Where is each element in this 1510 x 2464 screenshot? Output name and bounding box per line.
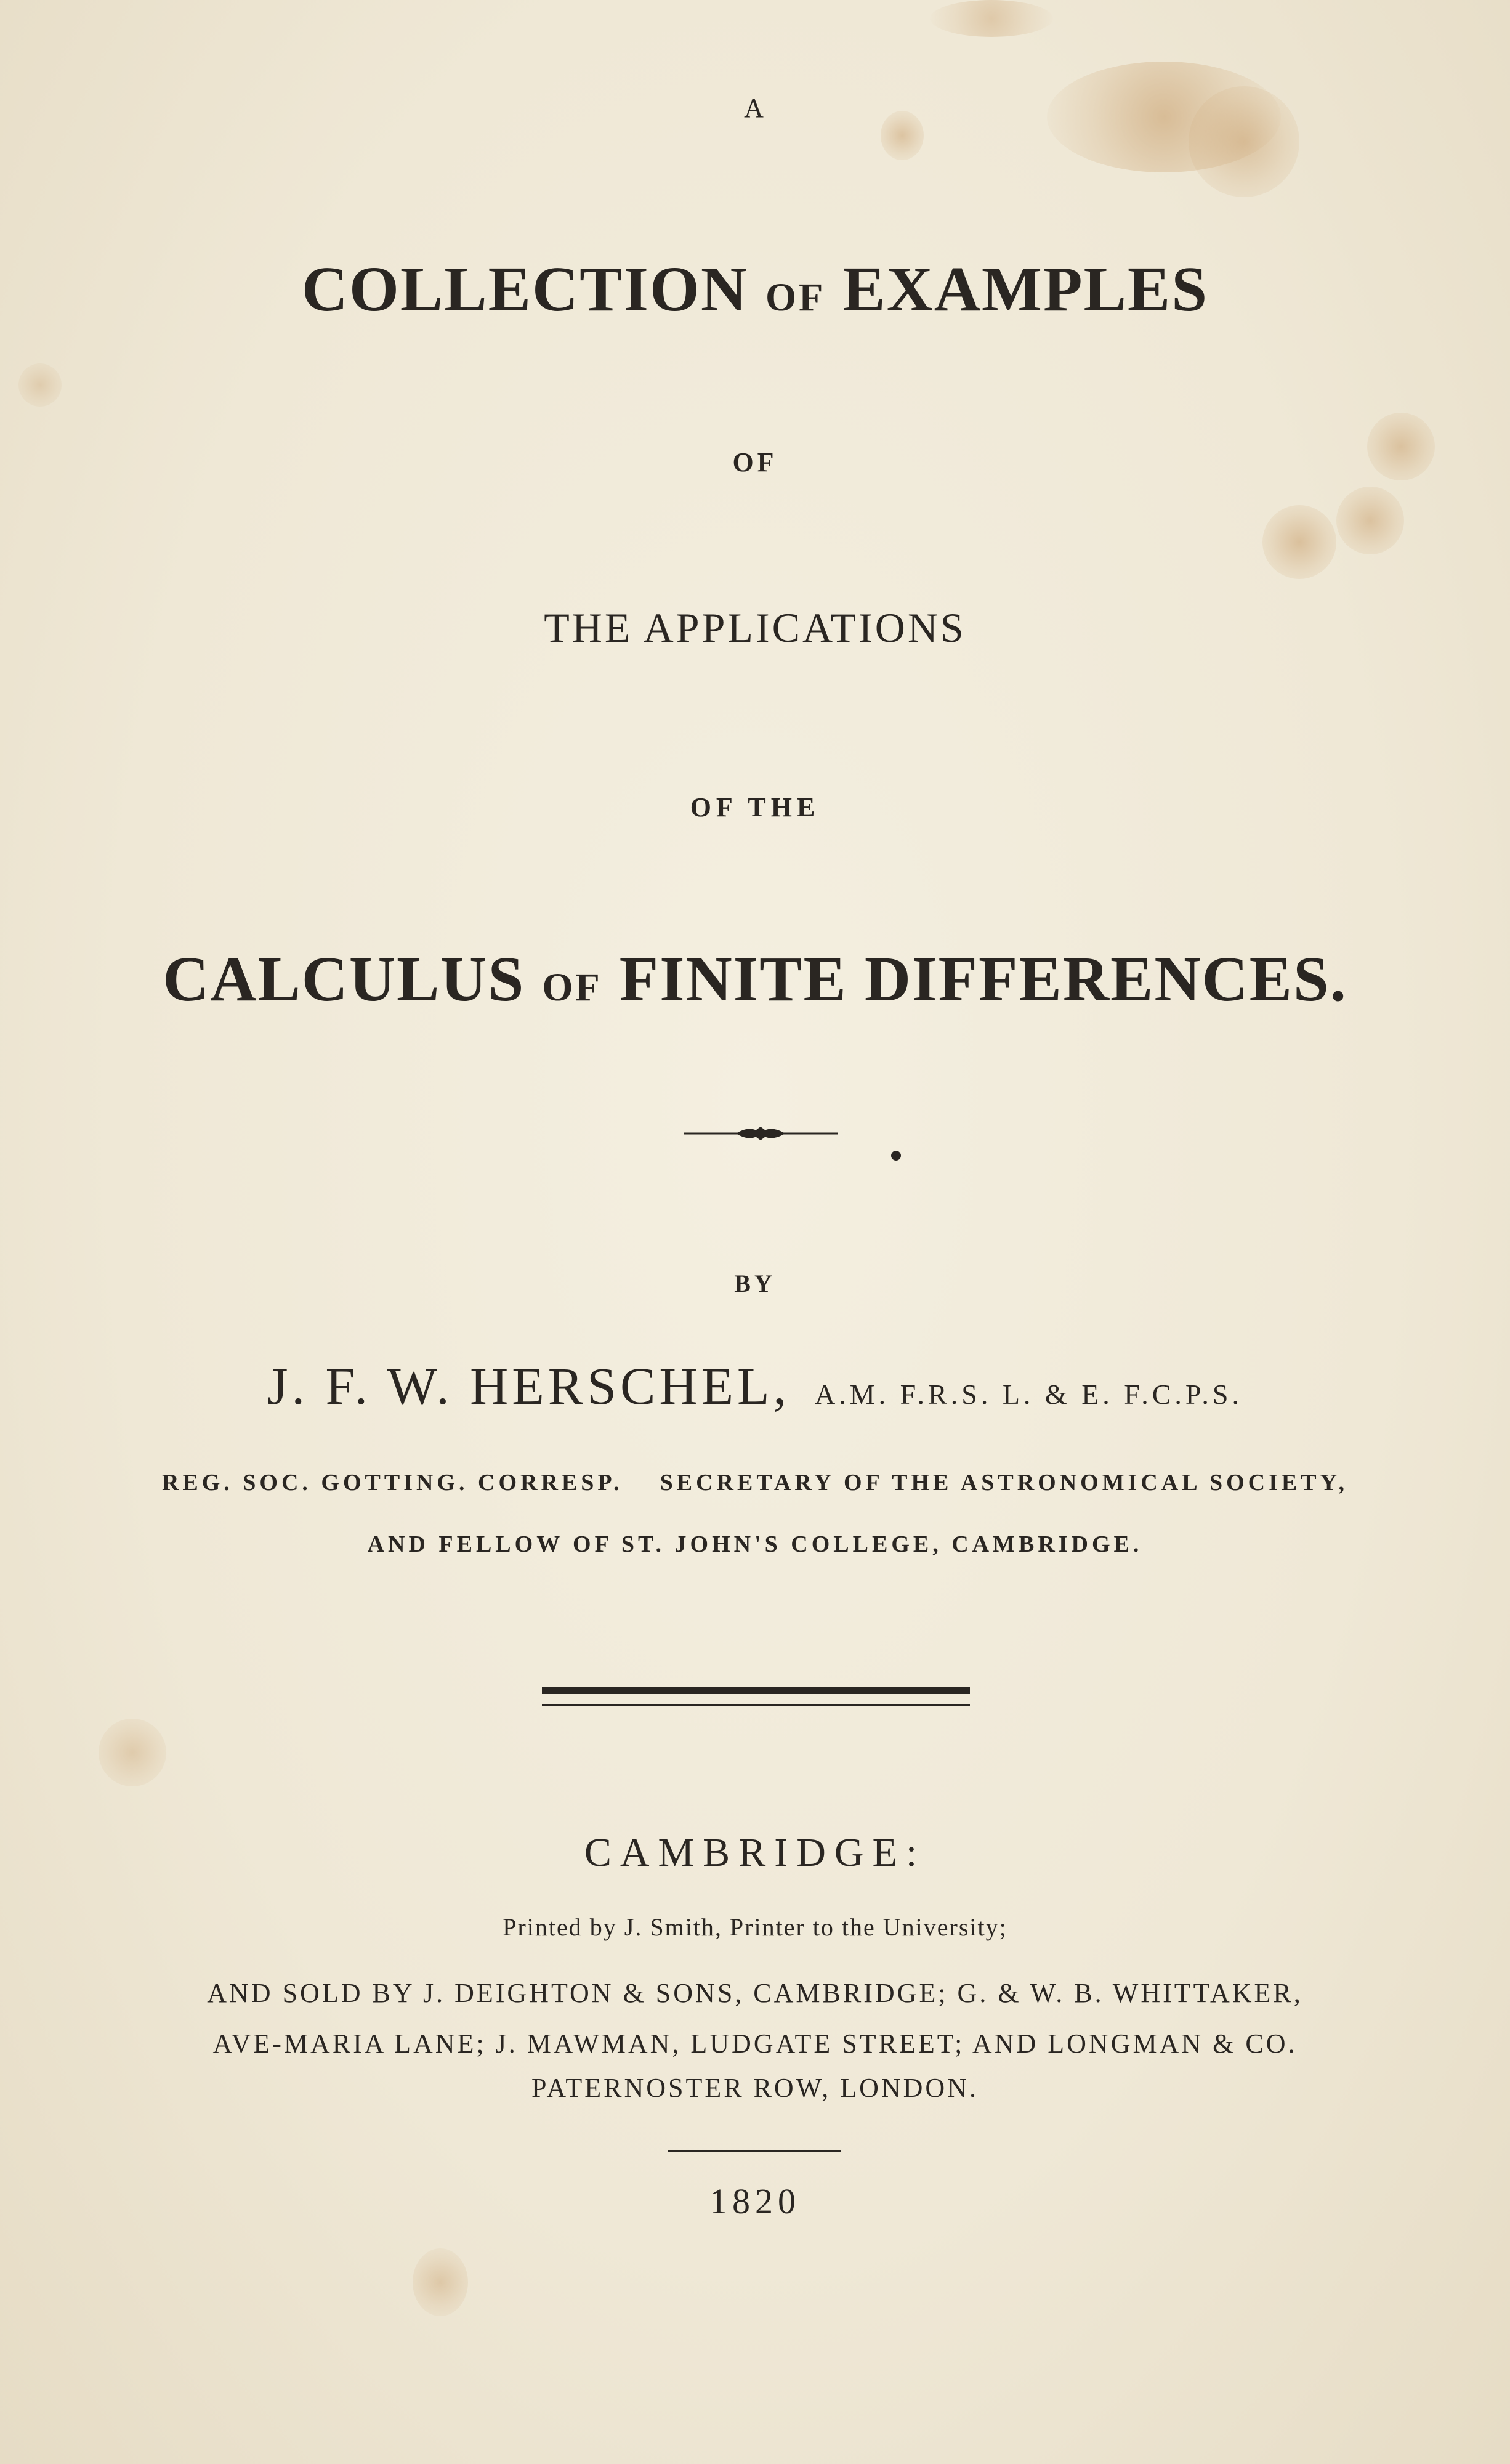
of-line: OF [732,447,778,477]
author-degrees: A.M. F.R.S. L. & E. F.C.P.S. [815,1379,1243,1410]
ink-dot [891,1151,901,1161]
imprint-place: CAMBRIDGE: [584,1830,926,1875]
subject-title [0,942,1510,1016]
double-rule-thin [542,1704,970,1706]
main-title-of: OF [765,275,826,319]
sold-line-1: AND SOLD BY J. DEIGHTON & SONS, CAMBRIDGE; G. & W. B. WHITTAKER, [207,1978,1303,2008]
year-rule [668,2150,841,2152]
of-the-line: OF THE [690,792,820,822]
subject-part2: FINITE DIFFERENCES. [619,944,1347,1015]
foxing-stain [930,0,1053,37]
foxing-stain [18,363,62,407]
affiliation-part1: REG. SOC. GOTTING. CORRESP. [161,1470,623,1496]
foxing-stain [1262,505,1336,579]
sold-line-2: AVE-MARIA LANE; J. MAWMAN, LUDGATE STREET; AND LONGMAN & CO. [212,2028,1298,2059]
foxing-stain [1336,487,1404,554]
affiliation-part2: SECRETARY OF THE ASTRONOMICAL SOCIETY, [660,1470,1349,1496]
article-line: A [744,93,766,123]
by-line: BY [734,1270,776,1297]
main-title [0,253,1510,326]
main-title-part2: EXAMPLES [842,254,1209,325]
author-line [0,1355,1510,1417]
author-name: J. F. W. HERSCHEL, [267,1356,791,1416]
sold-line-3: PATERNOSTER ROW, LONDON. [531,2073,979,2103]
foxing-stain [99,1719,166,1786]
subject-part1: CALCULUS [163,944,525,1015]
affiliation-line-1 [0,1469,1510,1496]
foxing-stain [413,2248,468,2316]
printer-line: Printed by J. Smith, Printer to the University; [503,1913,1007,1941]
double-rule-thick [542,1687,970,1694]
imprint-year: 1820 [709,2181,801,2221]
applications-line: THE APPLICATIONS [544,604,966,651]
main-title-part1: COLLECTION [301,254,748,325]
ornament-divider-icon [684,1118,838,1149]
affiliation-line-2: AND FELLOW OF ST. JOHN'S COLLEGE, CAMBRIDGE. [367,1531,1143,1557]
subject-of: OF [542,965,602,1009]
